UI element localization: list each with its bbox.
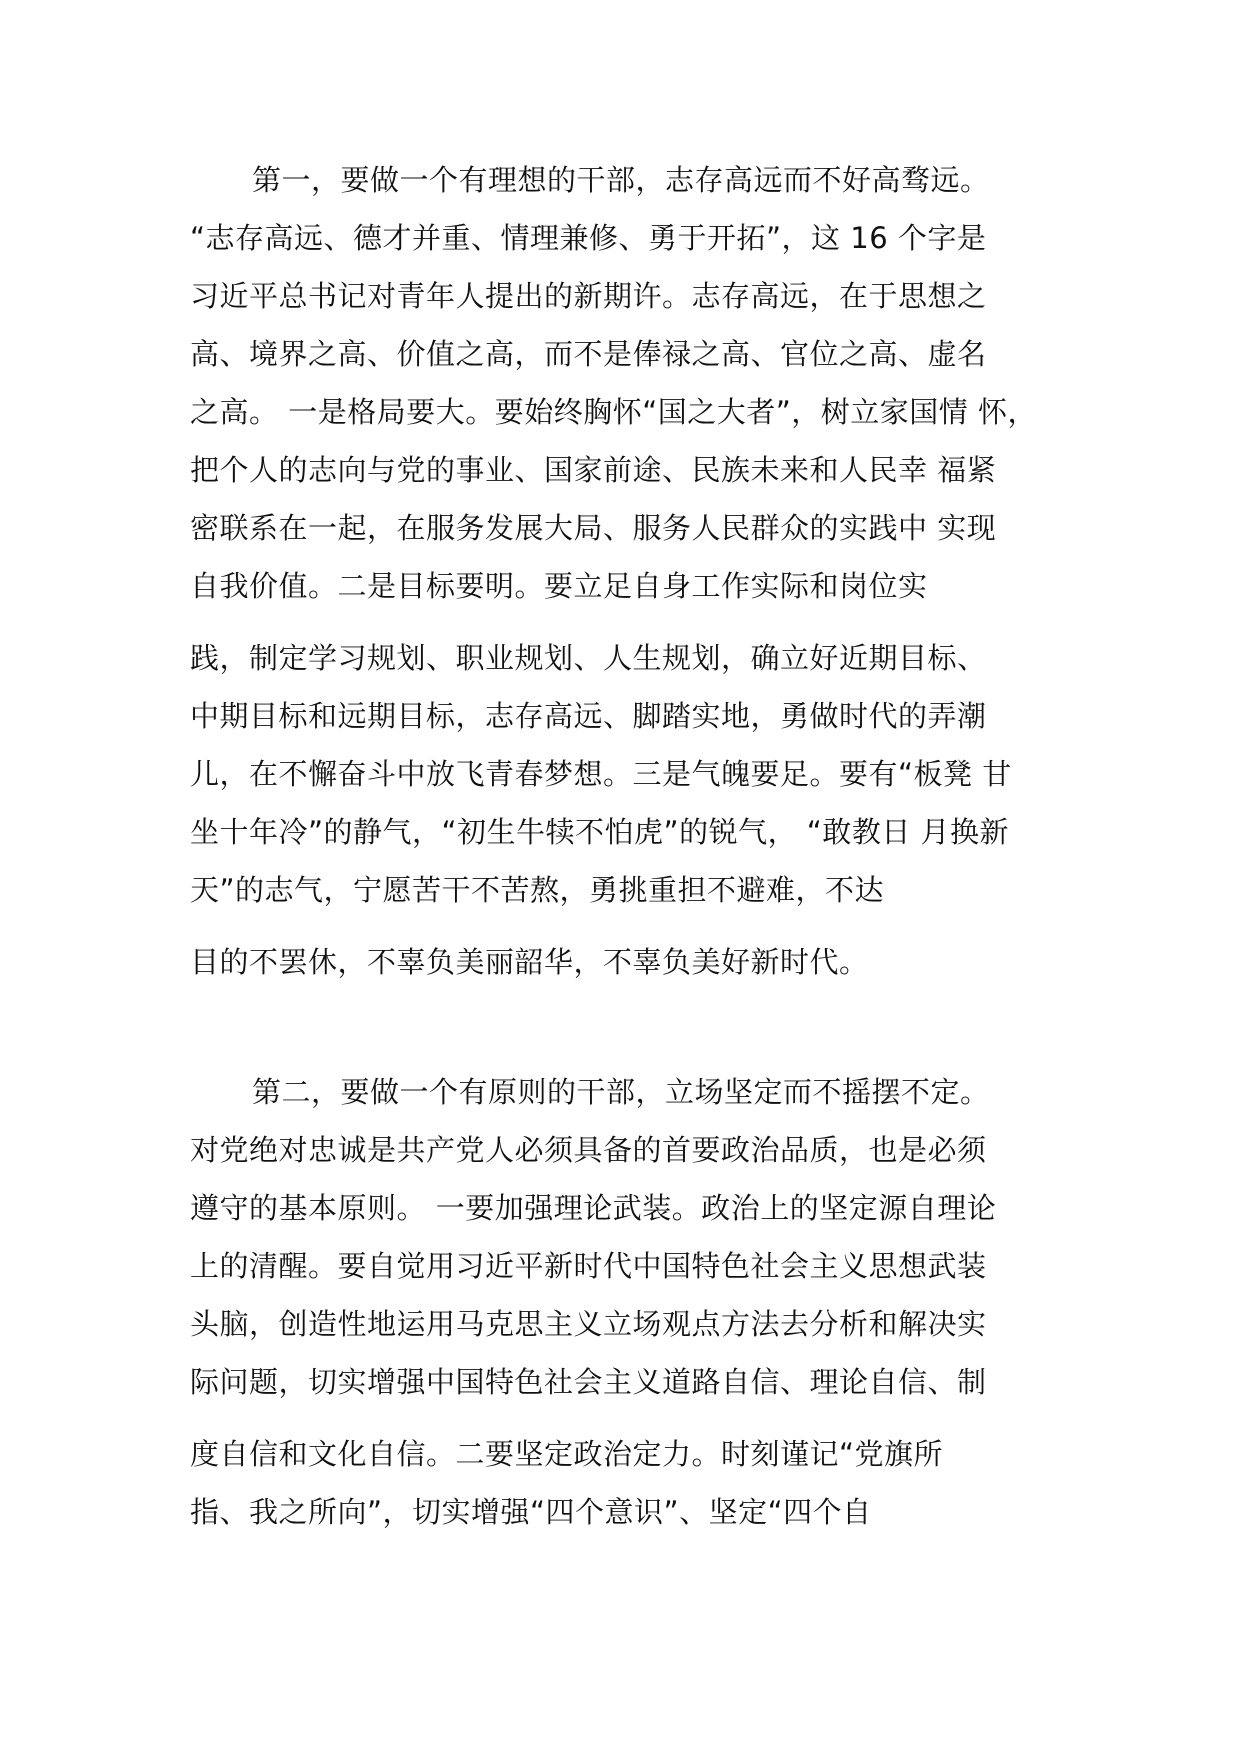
section1-body-line: 天”的志气，宁愿苦干不苦熬，勇挑重担不避难，不达 [190, 873, 885, 907]
section2-body-line: 上的清醒。要自觉用习近平新时代中国特色社会主义思想武装 [190, 1249, 987, 1283]
section2-body-line: 遵守的基本原则。 一要加强理论武装。政治上的坚定源自理论 [190, 1191, 997, 1225]
section1-body-line: 习近平总书记对青年人提出的新期许。志存高远，在于思想之 [190, 279, 987, 313]
section1-body-line: 把个人的志向与党的事业、国家前途、民族未来和人民幸 福紧 [190, 453, 997, 487]
section1-body-line: “志存高远、德才并重、情理兼修、勇于开拓”，这 16 个字是 [190, 221, 987, 255]
section1-body-line: 践，制定学习规划、职业规划、人生规划，确立好近期目标、 [190, 641, 987, 675]
section1-body-line: 儿，在不懈奋斗中放飞青春梦想。三是气魄要足。要有“板凳 甘 [190, 757, 1012, 791]
section2-heading-line: 第二，要做一个有原则的干部，立场坚定而不摇摆不定。 [252, 1075, 990, 1109]
section1-body-line: 目的不罢休，不辜负美丽韶华，不辜负美好新时代。 [190, 945, 869, 979]
section2-body-line: 头脑，创造性地运用马克思主义立场观点方法去分析和解决实 [190, 1307, 987, 1341]
section1-body-line: 坐十年冷”的静气，“初生牛犊不怕虎”的锐气， “敢教日 月换新 [190, 815, 1010, 849]
section1-body-line: 中期目标和远期目标，志存高远、脚踏实地，勇做时代的弄潮 [190, 699, 987, 733]
section1-body-line: 密联系在一起，在服务发展大局、服务人民群众的实践中 实现 [190, 511, 997, 545]
section2-body-line: 际问题，切实增强中国特色社会主义道路自信、理论自信、制 [190, 1365, 987, 1399]
section1-heading-line: 第一，要做一个有理想的干部，志存高远而不好高骛远。 [252, 163, 990, 197]
section1-body-line: 高、境界之高、价值之高，而不是俸禄之高、官位之高、虚名 [190, 337, 987, 371]
section1-body-line: 自我价值。二是目标要明。要立足自身工作实际和岗位实 [190, 569, 928, 603]
section2-body-line: 度自信和文化自信。二要坚定政治定力。时刻谨记“党旗所 [190, 1437, 944, 1471]
section2-body-line: 指、我之所向”，切实增强“四个意识”、坚定“四个自 [190, 1495, 872, 1529]
section1-body-line: 之高。 一是格局要大。要始终胸怀“国之大者”，树立家国情 怀， [190, 395, 1037, 429]
section2-body-line: 对党绝对忠诚是共产党人必须具备的首要政治品质，也是必须 [190, 1133, 987, 1167]
